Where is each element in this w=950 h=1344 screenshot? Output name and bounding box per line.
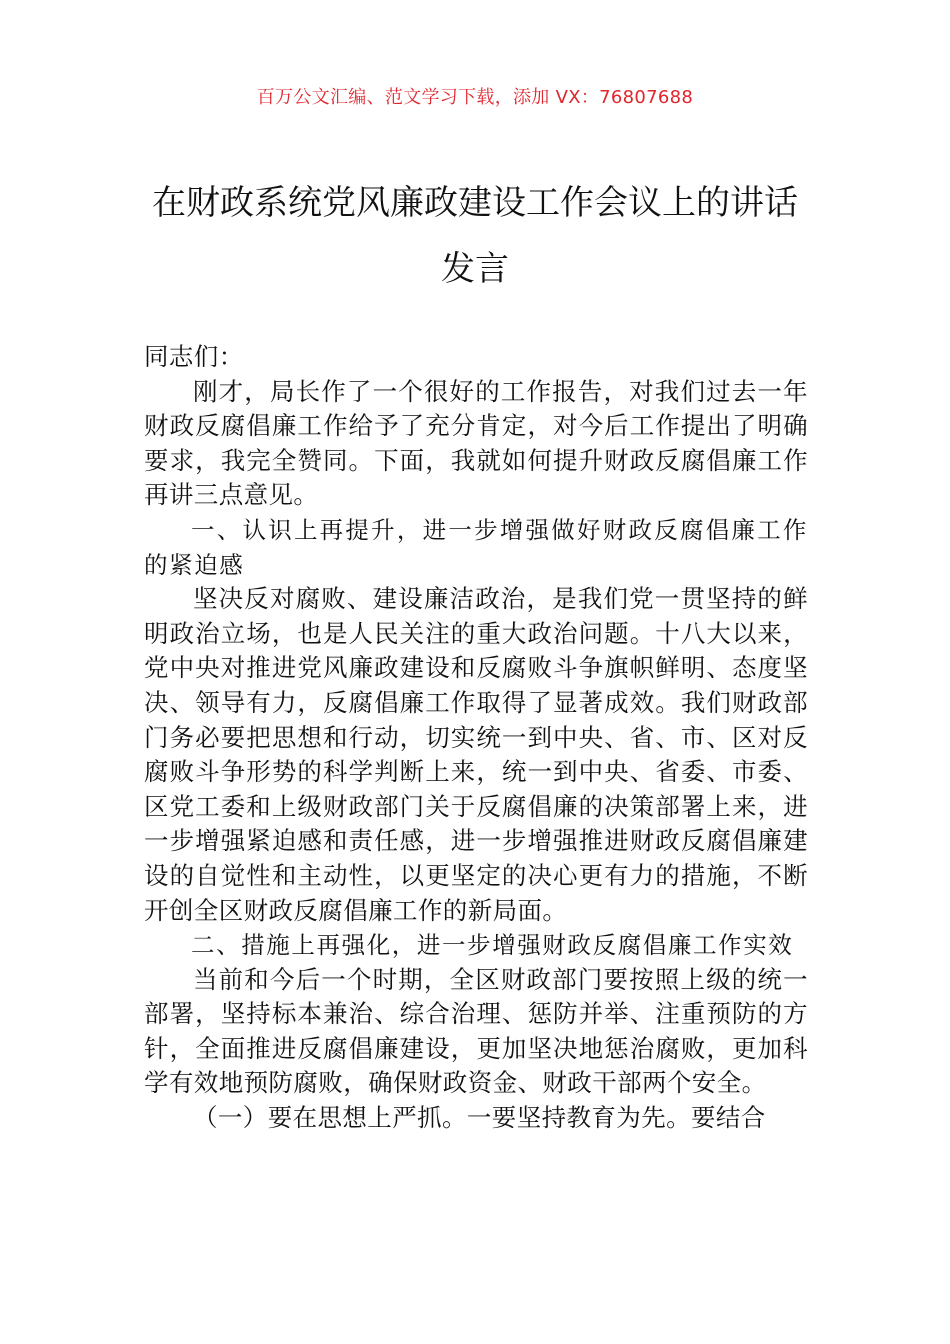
- document-title: 在财政系统党风廉政建设工作会议上的讲话发言: [152, 183, 798, 289]
- paragraph: 当前和今后一个时期，全区财政部门要按照上级的统一部署，坚持标本兼治、综合治理、惩防并举、注重预防的方针，全面推进反腐倡廉建设，更加坚决地惩治腐败，更加科学有效地预防腐败，确保财政资金、财政干部两个安全。: [144, 964, 808, 1098]
- paragraph: 坚决反对腐败、建设廉洁政治，是我们党一贯坚持的鲜明政治立场，也是人民关注的重大政治问题。十八大以来，党中央对推进党风廉政建设和反腐败斗争旗帜鲜明、态度坚决、领导有力，反腐倡廉工作取得了显著成效。我们财政部门务必要把思想和行动，切实统一到中央、省、市、区对反腐败斗争形势的科学判断上来，统一到中央、省委、市委、区党工委和上级财政部门关于反腐倡廉的决策部署上来，进一步增强紧迫感和责任感，进一步增强推进财政反腐倡廉建设的自觉性和主动性，以更坚定的决心更有力的措施，不断开创全区财政反腐倡廉工作的新局面。: [144, 584, 808, 925]
- document-body: [144, 340, 808, 1136]
- salutation: 同志们：: [144, 342, 244, 371]
- section-heading: 一、认识上再提升，进一步增强做好财政反腐倡廉工作的紧迫感: [144, 515, 808, 579]
- watermark-banner: 百万公文汇编、范文学习下载，添加 VX：76807688: [256, 87, 694, 108]
- section-heading: 二、措施上再强化，进一步增强财政反腐倡廉工作实效: [191, 931, 794, 960]
- paragraph: 刚才，局长作了一个很好的工作报告，对我们过去一年财政反腐倡廉工作给予了充分肯定，对今后工作提出了明确要求，我完全赞同。下面，我就如何提升财政反腐倡廉工作再讲三点意见。: [144, 376, 808, 510]
- paragraph: （一）要在思想上严抓。一要坚持教育为先。要结合: [193, 1103, 766, 1133]
